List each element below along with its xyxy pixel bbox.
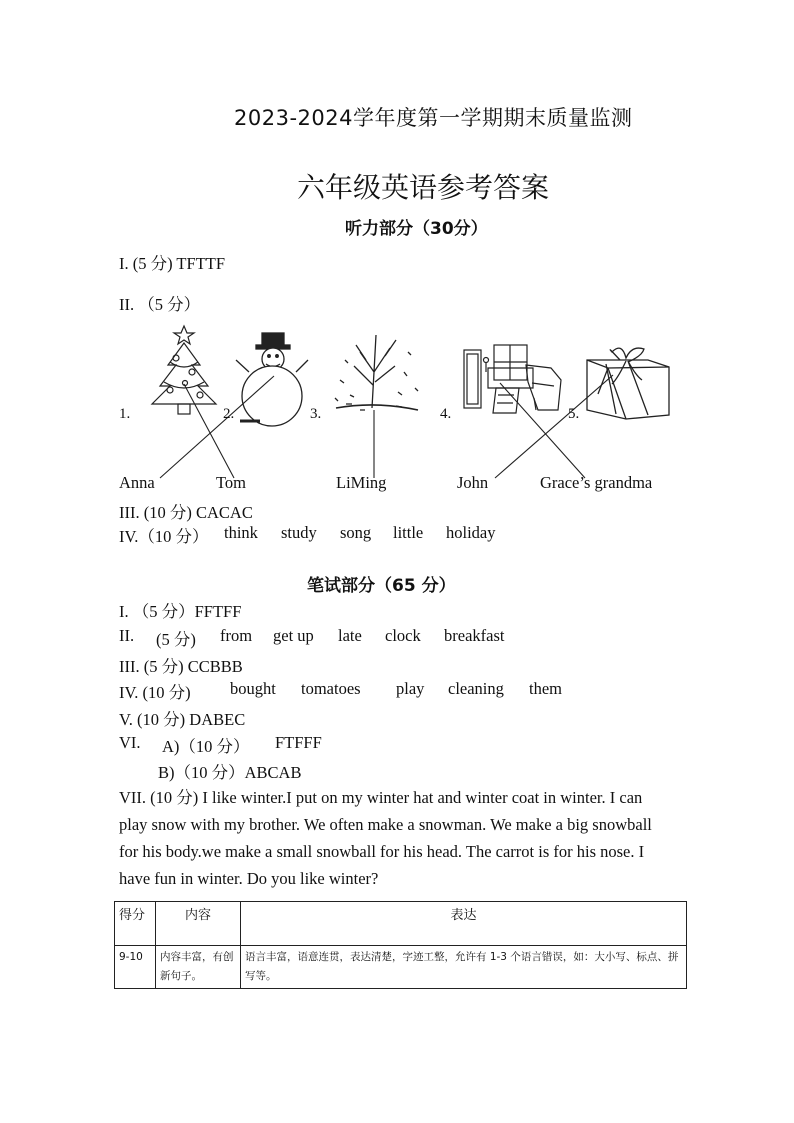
writing-q5: V. (10 分) DABEC <box>119 710 246 729</box>
writing-q7-sample: VII. (10 分) I like winter.I put on my winter hat and winter coat in winter. I can play snow with my brother. We often make a snowman. We make a big snowball for his body.we make a small snowball for his head. The carrot is for his nose. I have fun in winter. Do you like winter? <box>119 788 652 888</box>
writing-q1: I. （5 分）FFTFF <box>119 602 242 621</box>
listening-q1: I. (5 分) TFTTF <box>119 254 226 273</box>
writing-q2-label: II. <box>119 626 135 645</box>
picture-number-4: 4. <box>440 406 452 422</box>
rubric-row <box>115 946 687 989</box>
writing-q2-word: breakfast <box>444 626 505 645</box>
rubric-content: 内容丰富，有创新句子。 <box>156 946 241 989</box>
listening-q4-word: little <box>393 523 424 542</box>
writing-q3: III. (5 分) CCBBB <box>119 657 243 676</box>
listening-q4-word: song <box>340 523 372 542</box>
listening-q4-label: IV.（10 分） <box>119 527 209 546</box>
picture-number-1: 1. <box>119 406 131 422</box>
exam-title: 2023-2024学年度第一学期期末质量监测 <box>234 106 633 130</box>
answer-key-title: 六年级英语参考答案 <box>297 171 550 204</box>
writing-q4-word: them <box>529 679 562 698</box>
writing-q4-label: IV. (10 分) <box>119 683 191 702</box>
writing-q2-word: from <box>220 626 253 645</box>
writing-q2-word: clock <box>385 626 421 645</box>
matching-lines <box>160 375 613 478</box>
writing-q6-a-answer: FTFFF <box>275 733 322 752</box>
name-anna: Anna <box>119 473 155 492</box>
writing-q4-word: play <box>396 679 425 698</box>
rubric-header-content: 内容 <box>156 902 241 946</box>
writing-q6-b: B)（10 分）ABCAB <box>158 763 302 782</box>
listening-q2: II. （5 分） <box>119 295 201 314</box>
writing-q6-a: A)（10 分） <box>162 737 250 756</box>
listening-q3: III. (10 分) CACAC <box>119 503 253 522</box>
writing-q2-word: late <box>338 626 362 645</box>
snowman-icon <box>236 333 308 426</box>
room-icon <box>464 345 561 413</box>
christmas-tree-icon <box>152 326 216 414</box>
listening-q4-word: think <box>224 523 258 542</box>
writing-q6-label: VI. <box>119 733 141 752</box>
listening-q4-word: holiday <box>446 523 496 542</box>
rubric-score: 9-10 <box>115 946 156 989</box>
gift-box-icon <box>587 348 669 419</box>
rubric-header-score: 得分 <box>115 902 156 946</box>
name-john: John <box>457 473 489 492</box>
picture-number-3: 3. <box>310 406 322 422</box>
name-liming: LiMing <box>336 473 387 492</box>
name-tom: Tom <box>216 473 247 492</box>
rubric-expression: 语言丰富，语意连贯，表达清楚，字迹工整，允许有 1-3 个语言错误，如：大小写、标点、拼写等。 <box>241 946 687 989</box>
autumn-tree-icon <box>335 335 418 410</box>
writing-heading: 笔试部分（65 分） <box>307 576 456 596</box>
picture-number-5: 5. <box>568 406 580 422</box>
writing-q2-word: get up <box>273 626 314 645</box>
rubric-table <box>114 901 687 989</box>
writing-q4-word: bought <box>230 679 276 698</box>
listening-q4-word: study <box>281 523 317 542</box>
name-grace-grandma: Grace’s grandma <box>540 473 653 492</box>
listening-heading: 听力部分（30分） <box>345 219 488 239</box>
writing-q4-word: tomatoes <box>301 679 361 698</box>
writing-q2-points: (5 分) <box>156 630 196 649</box>
rubric-header-expression: 表达 <box>241 902 687 946</box>
rubric-header-row <box>115 902 687 946</box>
writing-q4-word: cleaning <box>448 679 504 698</box>
picture-number-2: 2. <box>223 406 235 422</box>
